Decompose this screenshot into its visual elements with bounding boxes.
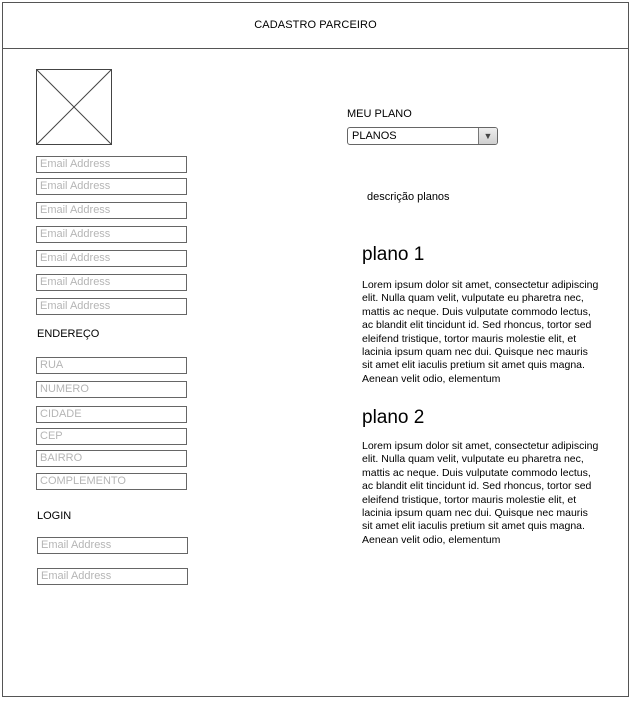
city-input[interactable]: CIDADE	[36, 406, 187, 423]
image-placeholder-cross	[37, 70, 111, 144]
partner-field-7[interactable]: Email Address	[36, 298, 187, 315]
my-plan-label: MEU PLANO	[347, 108, 412, 120]
plan-1-body: Lorem ipsum dolor sit amet, consectetur adipiscing elit. Nulla quam velit, vulputate eu pharetra nec, mattis ac neque. Duis vulputate commodo lectus, ac blandit elit tincidunt id. Sed rhoncus, tortor sed eleifend tristique, tortor mauris molestie elit, et lacinia ipsum quam nec dui. Quisque nec mauris sit amet elit iaculis pretium sit amet quis magna. Aenean velit odio, elementum	[362, 279, 599, 385]
partner-field-6[interactable]: Email Address	[36, 274, 187, 291]
login-password-input[interactable]: Email Address	[37, 568, 188, 585]
district-input[interactable]: BAIRRO	[36, 450, 187, 467]
login-label: LOGIN	[37, 510, 72, 522]
street-input[interactable]: RUA	[36, 357, 187, 374]
page-title: CADASTRO PARCEIRO	[254, 19, 377, 31]
login-email-input[interactable]: Email Address	[37, 537, 188, 554]
partner-field-2[interactable]: Email Address	[36, 178, 187, 195]
triangle-down-icon[interactable]: ▼	[478, 128, 497, 144]
complement-input[interactable]: COMPLEMENTO	[36, 473, 187, 490]
zip-input[interactable]: CEP	[36, 428, 187, 445]
page-header	[2, 2, 629, 49]
plan-1-title: plano 1	[362, 244, 425, 265]
address-label: ENDEREÇO	[37, 328, 100, 340]
plan-select[interactable]	[347, 127, 498, 145]
plan-2-body: Lorem ipsum dolor sit amet, consectetur adipiscing elit. Nulla quam velit, vulputate eu pharetra nec, mattis ac neque. Duis vulputate commodo lectus, ac blandit elit tincidunt id. Sed rhoncus, tortor sed eleifend tristique, tortor mauris molestie elit, et lacinia ipsum quam nec dui. Quisque nec mauris sit amet elit iaculis pretium sit amet quis magna. Aenean velit odio, elementum	[362, 440, 599, 546]
partner-field-4[interactable]: Email Address	[36, 226, 187, 243]
partner-field-5[interactable]: Email Address	[36, 250, 187, 267]
number-input[interactable]: NUMERO	[36, 381, 187, 398]
image-placeholder-icon[interactable]	[36, 69, 112, 145]
plan-select-value: PLANOS	[352, 130, 397, 142]
plan-description-label: descrição planos	[367, 191, 450, 203]
partner-field-1[interactable]: Email Address	[36, 156, 187, 173]
plan-2-title: plano 2	[362, 407, 425, 428]
partner-field-3[interactable]: Email Address	[36, 202, 187, 219]
